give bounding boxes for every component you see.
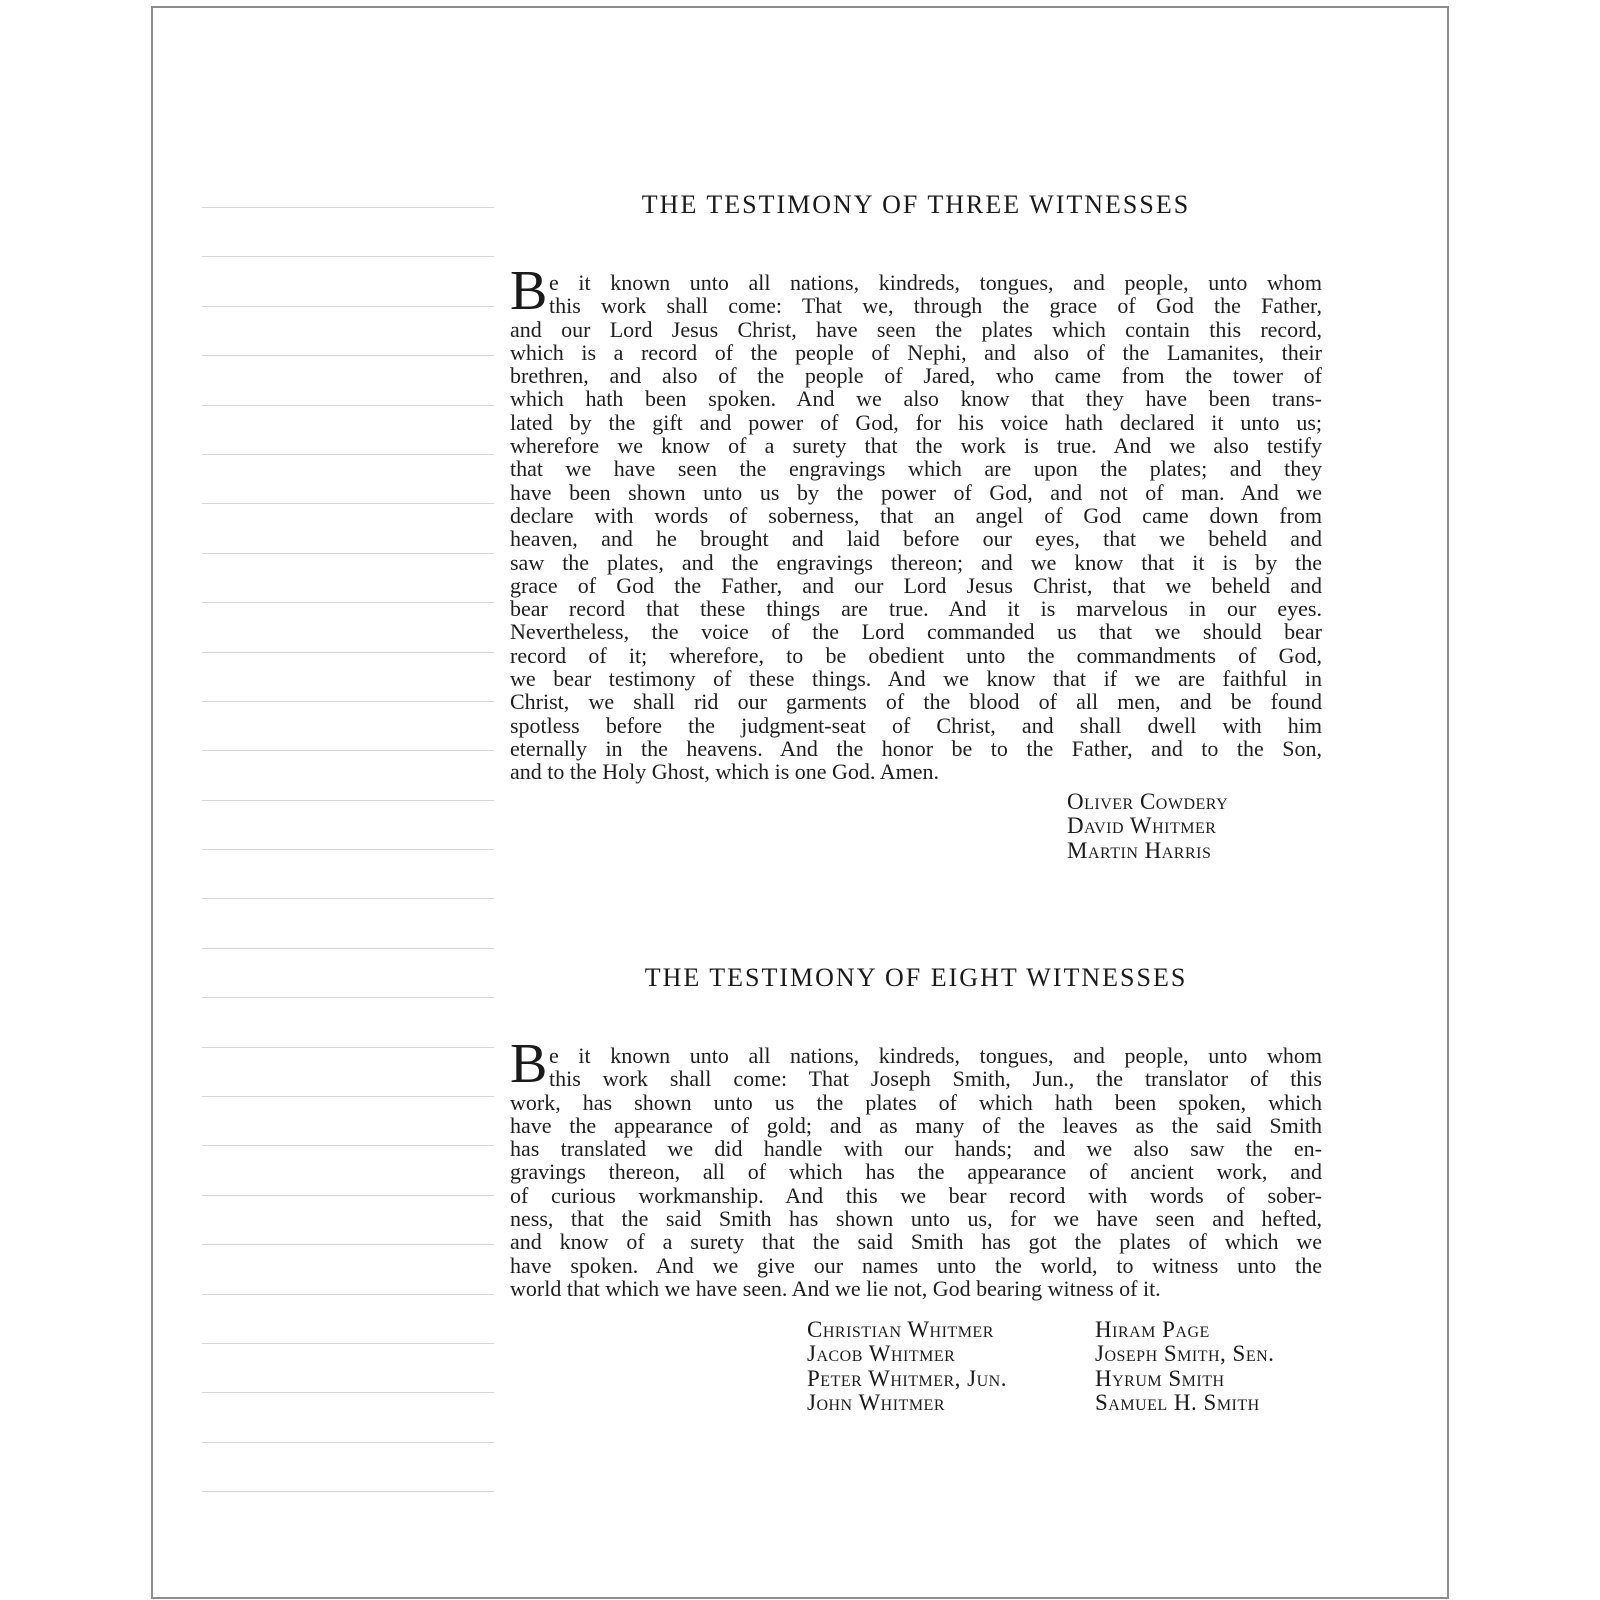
text-line: lated by the gift and power of God, for his voice hath declared it unto us; xyxy=(510,409,1322,435)
text-line: bear record that these things are true. And it is marvelous in our eyes. xyxy=(510,596,1322,622)
eight-witnesses-column-left xyxy=(807,1318,1095,1415)
ruled-line xyxy=(202,1491,494,1540)
text-line: ness, that the said Smith has shown unto us, for we have seen and hefted, xyxy=(510,1206,1322,1232)
ruled-line xyxy=(202,1244,494,1293)
ruled-line xyxy=(202,750,494,799)
witness-name: Samuel H. Smith xyxy=(1095,1389,1260,1415)
witness-name: Martin Harris xyxy=(1067,837,1212,863)
text-line: world that which we have seen. And we lie not, God bearing witness of it. xyxy=(510,1275,1161,1301)
eight-witnesses-column-right xyxy=(1095,1318,1274,1415)
ruled-line xyxy=(202,997,494,1046)
text-line: and know of a surety that the said Smith has got the plates of which we xyxy=(510,1229,1322,1255)
witness-name: Jacob Whitmer xyxy=(807,1341,956,1367)
ruled-line xyxy=(202,898,494,947)
text-line: and to the Holy Ghost, which is one God. Amen. xyxy=(510,759,939,785)
ruled-line xyxy=(202,355,494,404)
witness-name: Hyrum Smith xyxy=(1095,1365,1225,1391)
drop-cap-eight: B xyxy=(510,1033,548,1095)
ruled-line xyxy=(202,405,494,454)
ruled-line xyxy=(202,1047,494,1096)
text-line: of curious workmanship. And this we bear record with words of sober- xyxy=(510,1182,1322,1208)
witness-name: David Whitmer xyxy=(1067,813,1217,839)
witness-name: Joseph Smith, Sen. xyxy=(1095,1341,1275,1367)
ruled-line xyxy=(202,553,494,602)
text-line: work, has shown unto us the plates of which hath been spoken, which xyxy=(510,1089,1322,1115)
witness-name: Hiram Page xyxy=(1095,1317,1210,1342)
ruled-line xyxy=(202,1195,494,1244)
text-line: e it known unto all nations, kindreds, tongues, and people, unto whom xyxy=(549,1043,1322,1068)
ruled-line xyxy=(202,849,494,898)
title-three-witnesses: THE TESTIMONY OF THREE WITNESSES xyxy=(641,190,1191,219)
document-page xyxy=(151,6,1449,1599)
ruled-line xyxy=(202,1442,494,1491)
text-line: declare with words of soberness, that an angel of God came down from xyxy=(510,502,1322,528)
text-line: Nevertheless, the voice of the Lord commanded us that we should bear xyxy=(510,619,1322,645)
text-line: e it known unto all nations, kindreds, tongues, and people, unto whom xyxy=(549,270,1322,295)
title-eight-witnesses: THE TESTIMONY OF EIGHT WITNESSES xyxy=(644,963,1188,992)
text-line: have been shown unto us by the power of God, and not of man. And we xyxy=(510,479,1322,505)
text-line: heaven, and he brought and laid before our eyes, that we beheld and xyxy=(510,526,1322,552)
ruled-line xyxy=(202,207,494,256)
drop-cap-three: B xyxy=(510,260,548,322)
ruled-line xyxy=(202,503,494,552)
testimony-eight-lines xyxy=(510,1044,1322,1300)
testimony-three-paragraph xyxy=(510,260,1322,785)
text-line: gravings thereon, all of which has the appearance of ancient work, and xyxy=(510,1159,1322,1185)
ruled-line xyxy=(202,800,494,849)
text-line: record of it; wherefore, to be obedient unto the commandments of God, xyxy=(510,642,1322,668)
ruled-line xyxy=(202,454,494,503)
ruled-line xyxy=(202,602,494,651)
text-line: this work shall come: That we, through the grace of God the Father, xyxy=(549,293,1322,319)
text-line: have the appearance of gold; and as many of the leaves as the said Smith xyxy=(510,1112,1322,1138)
eight-witnesses-signatures xyxy=(807,1318,1274,1415)
three-witnesses-signatures xyxy=(1067,790,1228,863)
text-line: we bear testimony of these things. And we know that if we are faithful in xyxy=(510,666,1322,692)
ruled-line xyxy=(202,1096,494,1145)
text-line: which hath been spoken. And we also know that they have been trans- xyxy=(510,386,1322,412)
text-line: grace of God the Father, and our Lord Jesus Christ, that we beheld and xyxy=(510,572,1322,598)
ruled-line xyxy=(202,1145,494,1194)
witness-name: John Whitmer xyxy=(807,1389,945,1415)
margin-ruled-lines xyxy=(202,207,494,1541)
text-line: spotless before the judgment-seat of Christ, and shall dwell with him xyxy=(510,712,1322,738)
text-line: has translated we did handle with our hands; and we also saw the en- xyxy=(510,1136,1322,1162)
ruled-line xyxy=(202,1392,494,1441)
testimony-eight-paragraph xyxy=(510,1033,1322,1301)
ruled-line xyxy=(202,701,494,750)
text-line: wherefore we know of a surety that the work is true. And we also testify xyxy=(510,433,1322,459)
witness-name: Oliver Cowdery xyxy=(1067,789,1229,814)
witness-name: Peter Whitmer, Jun. xyxy=(807,1365,1007,1391)
witness-name: Christian Whitmer xyxy=(807,1317,994,1342)
text-line: this work shall come: That Joseph Smith, Jun., the translator of this xyxy=(549,1066,1322,1092)
text-line: and our Lord Jesus Christ, have seen the plates which contain this record, xyxy=(510,316,1322,342)
text-line: have spoken. And we give our names unto the world, to witness unto the xyxy=(510,1252,1322,1278)
ruled-line xyxy=(202,1343,494,1392)
testimony-three-lines xyxy=(510,271,1322,784)
ruled-line xyxy=(202,256,494,305)
ruled-line xyxy=(202,652,494,701)
text-line: that we have seen the engravings which are upon the plates; and they xyxy=(510,456,1322,482)
text-line: saw the plates, and the engravings thereon; and we know that it is by the xyxy=(510,549,1322,575)
ruled-line xyxy=(202,948,494,997)
ruled-line xyxy=(202,1294,494,1343)
text-line: Christ, we shall rid our garments of the blood of all men, and be found xyxy=(510,689,1322,715)
text-line: which is a record of the people of Nephi, and also of the Lamanites, their xyxy=(510,339,1322,365)
ruled-line xyxy=(202,306,494,355)
text-line: eternally in the heavens. And the honor be to the Father, and to the Son, xyxy=(510,735,1322,761)
text-line: brethren, and also of the people of Jared, who came from the tower of xyxy=(510,363,1322,389)
